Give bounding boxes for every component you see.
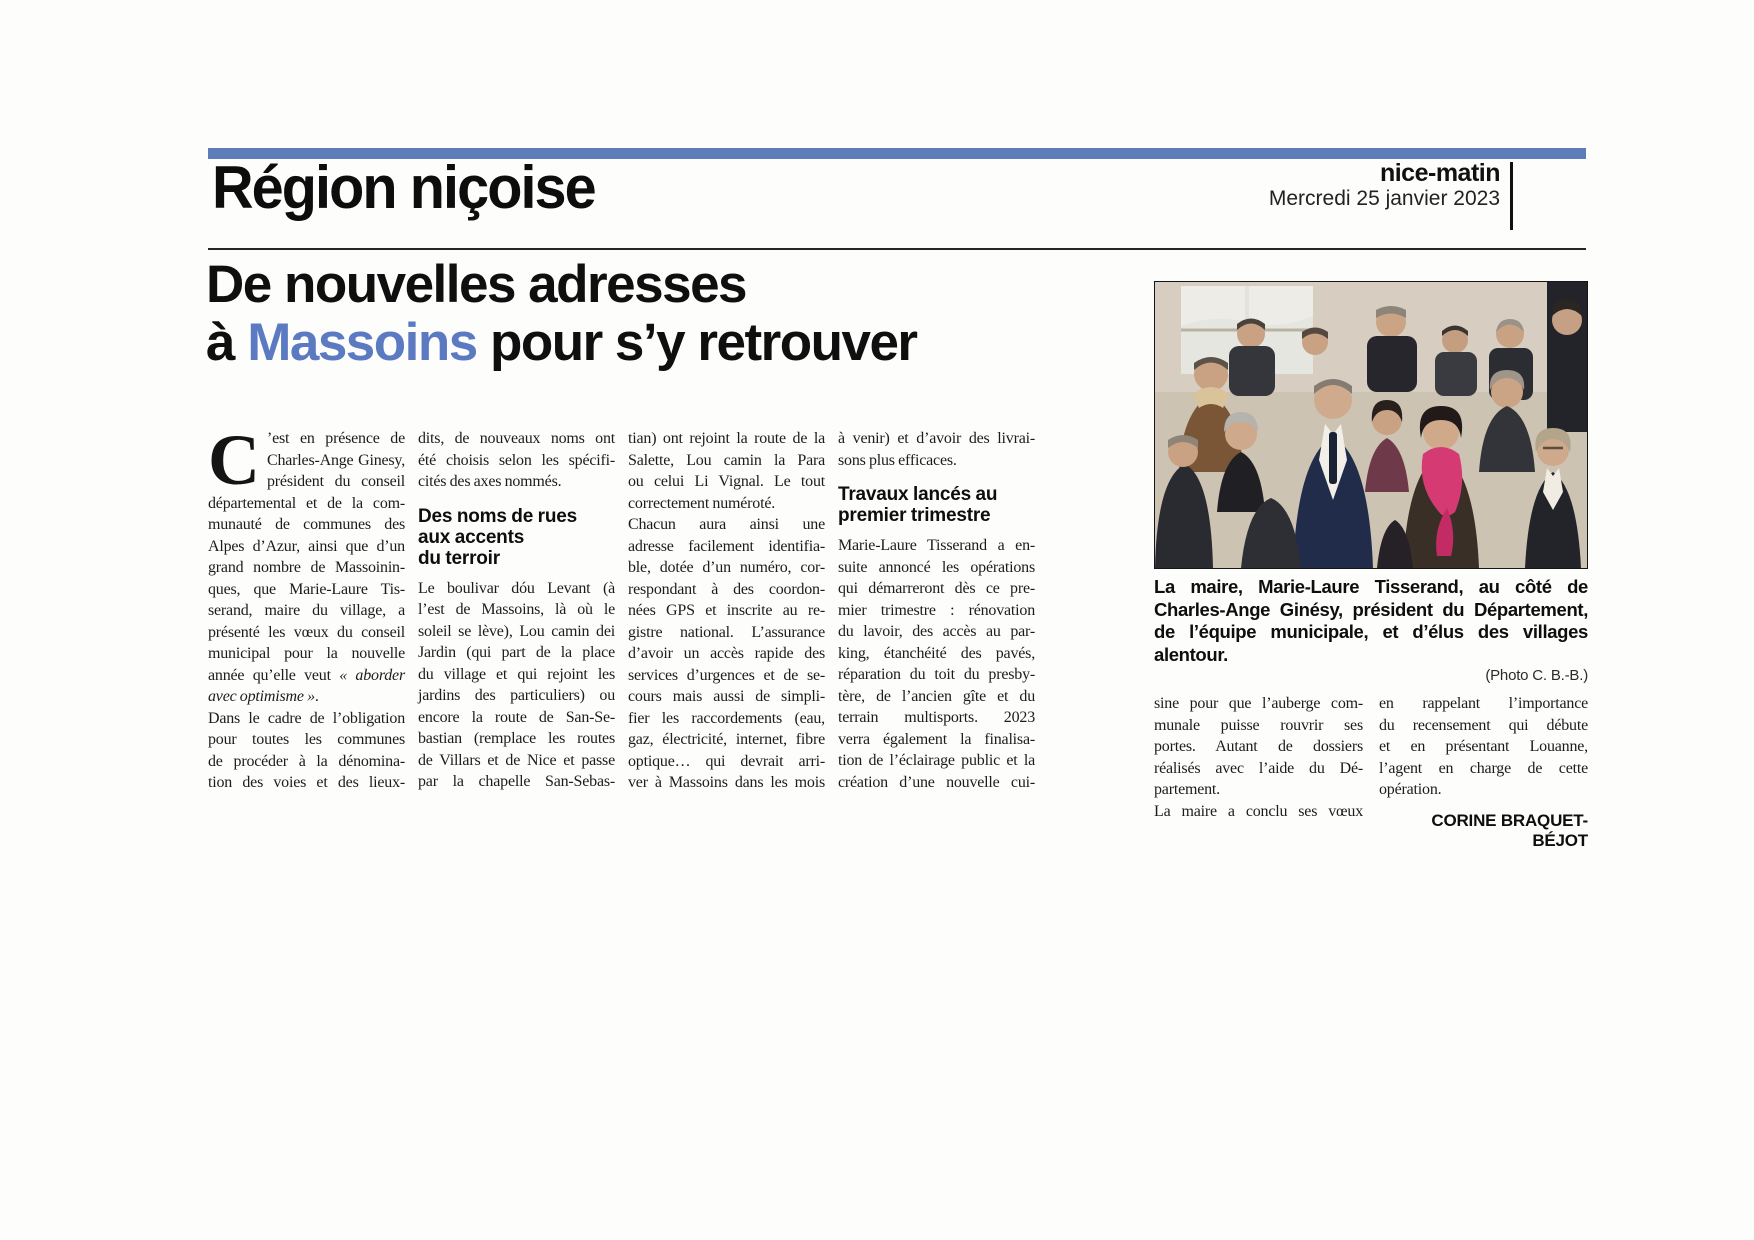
edition-date: Mercredi 25 janvier 2023 <box>1268 187 1500 210</box>
column-lines <box>418 428 615 793</box>
article-headline <box>206 256 1066 372</box>
text-line: qui démarreront dès ce pre- <box>838 580 1035 597</box>
article-body <box>208 420 1035 794</box>
photo-block <box>1154 281 1588 851</box>
text-line: l’agent en charge de cette <box>1379 759 1588 777</box>
text-line: king, étanchéité des pavés, <box>838 644 1035 662</box>
column-lines <box>628 428 825 794</box>
text-line: correctement numéroté. <box>628 494 776 512</box>
headline-line1: De nouvelles adresses <box>206 255 747 314</box>
text-line: d’avoir un accès rapide des <box>628 645 825 662</box>
text-line: serand, maire du village, a <box>208 602 405 619</box>
text-line: munale puisse rouvrir ses <box>1154 716 1363 734</box>
text-line: de procéder à la dénomina- <box>208 752 405 770</box>
column-lines <box>1379 693 1588 801</box>
text-line: mier trimestre : rénovation <box>838 601 1035 619</box>
headline-line2-pre: à <box>206 313 248 372</box>
headline-line2-post: pour s’y retrouver <box>476 313 917 372</box>
text-line: respondant à des coordon- <box>628 580 825 598</box>
text-line: ble, dotée d’un numéro, cor- <box>628 559 825 576</box>
text-line: réparation du toit du presby- <box>838 666 1035 683</box>
text-line: soleil se lève), Lou camin dei <box>418 622 615 640</box>
text-line: Dans le cadre de l’obligation <box>208 709 405 727</box>
article-column-4 <box>838 428 1035 794</box>
text-line: du recensement qui débute <box>1379 716 1588 734</box>
text-line: président du conseil <box>267 473 405 490</box>
text-line: gistre national. L’assurance <box>628 623 825 641</box>
column-lines <box>1154 693 1363 822</box>
text-line: nées GPS et inscrite au re- <box>628 602 825 619</box>
text-line: Travaux lancés au <box>838 484 998 505</box>
text-span: . <box>314 688 319 705</box>
text-line: cours mais aussi de simpli- <box>628 688 825 705</box>
text-line: Salette, Lou camin la Para <box>628 451 825 469</box>
text-line: Des noms de rues <box>418 505 577 527</box>
text-line: du lavoir, des accès au par- <box>838 623 1035 640</box>
text-line: Alpes d’Azur, ainsi que d’un <box>208 537 405 555</box>
text-line: et en présentant Louanne, <box>1379 738 1588 755</box>
headline-highlight: Massoins <box>247 313 477 372</box>
text-line: l’est de Massoins, là où le <box>418 601 615 618</box>
text-line: premier trimestre <box>838 505 991 526</box>
text-line: services d’urgences et de se- <box>628 666 825 684</box>
photo-credit: (Photo C. B.-B.) <box>1485 667 1588 684</box>
text-line: munauté de communes des <box>208 516 405 533</box>
text-line: du terroir <box>418 547 500 569</box>
text-line: cités des axes nommés. <box>418 473 562 490</box>
header-vertical-divider <box>1510 162 1513 230</box>
text-line: à venir) et d’avoir des livrai- <box>838 430 1035 447</box>
drop-cap: C <box>208 420 260 500</box>
article-column-3 <box>628 428 825 794</box>
text-line: encore la route de San-Se- <box>418 708 615 726</box>
header-rule <box>208 248 1586 250</box>
text-line: Chacun aura ainsi une <box>628 516 825 533</box>
text-line: jardins des particuliers) ou <box>418 687 615 704</box>
text-line: en rappelant l’importance <box>1379 695 1588 712</box>
text-line: ou celui Li Vignal. Le tout <box>628 473 825 490</box>
text-line: verra également la finalisa- <box>838 730 1035 748</box>
lower-columns <box>1154 693 1588 851</box>
text-line: départemental et de la com- <box>208 494 405 512</box>
text-line: tère, de l’ancien gîte et du <box>838 687 1035 705</box>
text-line: Jardin (qui part de la place <box>418 644 615 661</box>
text-span: année qu’elle veut <box>208 666 340 684</box>
text-line: partement. <box>1154 781 1220 798</box>
lower-column-2 <box>1379 693 1588 851</box>
text-line: sons plus efficaces. <box>838 451 957 469</box>
text-line: par la chapelle San-Sebas- <box>418 773 615 790</box>
column-lines <box>838 428 1035 793</box>
text-span: « aborder <box>339 666 405 684</box>
text-line: gaz, électricité, internet, fibre <box>628 731 825 748</box>
text-line: adresse facilement identifia- <box>628 537 825 555</box>
text-line: aux accents <box>418 526 525 548</box>
section-title: Région niçoise <box>212 154 595 221</box>
text-line: suite annoncé les opérations <box>838 558 1035 576</box>
text-line: pour toutes les communes <box>208 731 405 748</box>
text-line: portes. Autant de dossiers <box>1154 738 1363 755</box>
text-line: présenté les vœux du conseil <box>208 623 405 641</box>
group-photo-illustration <box>1155 282 1587 568</box>
text-line <box>208 665 405 687</box>
text-line: La maire a conclu ses vœux <box>1154 802 1363 820</box>
photo-caption: La maire, Marie-Laure Tisserand, au côté de Charles-Ange Ginésy, président du Département, de l’équipe municipale, et d’élus des villages alentour. <box>1154 576 1588 665</box>
lower-column-1 <box>1154 693 1363 851</box>
text-line: été choisis selon les spécifi- <box>418 451 615 469</box>
text-line <box>208 686 405 708</box>
text-span: avec optimisme » <box>208 688 315 705</box>
text-line: tion des voies et des lieux- <box>208 774 405 791</box>
text-line: sine pour que l’auberge com- <box>1154 695 1363 712</box>
author-byline: CORINE BRAQUET-BÉJOT <box>1431 810 1588 850</box>
text-line: Charles-Ange Ginesy, <box>267 451 405 469</box>
text-line: opération. <box>1379 781 1442 798</box>
text-line: bastian (remplace les routes <box>418 730 615 747</box>
text-line: Le boulivar dóu Levant (à <box>418 579 615 597</box>
text-line: Marie-Laure Tisserand a en- <box>838 537 1035 554</box>
newspaper-name: nice-matin <box>1379 159 1500 187</box>
text-line: tion de l’éclairage public et la <box>838 752 1035 769</box>
text-line: ques, que Marie-Laure Tis- <box>208 580 405 598</box>
text-line: tian) ont rejoint la route de la <box>628 430 825 447</box>
text-line: du village et qui rejoint les <box>418 665 615 683</box>
article-photo <box>1154 281 1588 569</box>
text-line: terrain multisports. 2023 <box>838 709 1035 726</box>
masthead-block <box>1150 160 1500 211</box>
article-column-2 <box>418 428 615 794</box>
text-line: ver à Massoins dans les mois <box>628 774 825 791</box>
article-column-1 <box>208 420 405 794</box>
text-line: dits, de nouveaux noms ont <box>418 430 615 447</box>
text-line: ’est en présence de <box>267 430 405 447</box>
text-line: création d’une nouvelle cui- <box>838 773 1035 791</box>
text-line: grand nombre de Massoinin- <box>208 559 405 576</box>
text-line: réalisés avec l’aide du Dé- <box>1154 759 1363 777</box>
text-line: fier les raccordements (eau, <box>628 709 825 727</box>
text-line: optique… qui devrait arri- <box>628 752 825 770</box>
text-line: municipal pour la nouvelle <box>208 645 405 662</box>
text-line: de Villars et de Nice et passe <box>418 751 615 769</box>
